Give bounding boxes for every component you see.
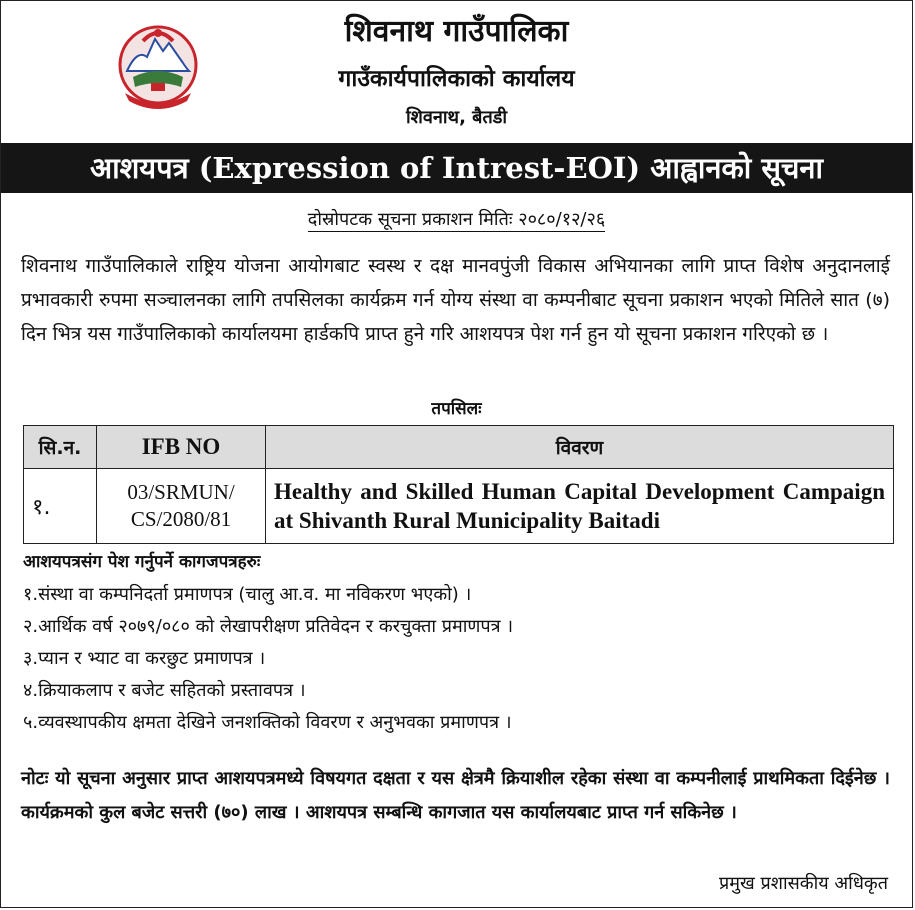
list-item: २.आर्थिक वर्ष २०७९/०८० को लेखापरीक्षण प्रतिवेदन र करचुक्ता प्रमाणपत्र ।	[23, 616, 514, 637]
col-header-sn: सि.न.	[24, 426, 97, 469]
office-name: गाउँकार्यपालिकाको कार्यालय	[338, 66, 575, 92]
documents-heading: आशयपत्रसंग पेश गर्नुपर्ने कागजपत्रहरुः	[23, 552, 261, 572]
header	[1, 1, 912, 143]
cell-sn: १.	[24, 469, 97, 544]
cell-ifb	[97, 469, 266, 544]
signature-title: प्रमुख प्रशासकीय अधिकृत	[719, 873, 888, 894]
documents-list	[23, 579, 513, 739]
cell-description: Healthy and Skilled Human Capital Development Campaign at Shivanth Rural Municipality Baitadi	[266, 469, 894, 544]
ifb-line-1: 03/SRMUN/	[127, 480, 235, 504]
note-paragraph: नोटः यो सूचना अनुसार प्राप्त आशयपत्रमध्ये विषयगत दक्षता र यस क्षेत्रमै क्रियाशील रहेका संस्था वा कम्पनीलाई प्राथमिकता दिईनेछ । कार्यक्रमको कुल बजेट सत्तरी (७०) लाख । आशयपत्र सम्बन्धि कागजात यस कार्यालयबाट प्राप्त गर्न सकिनेछ ।	[21, 768, 890, 823]
ifb-line-2: CS/2080/81	[130, 507, 232, 531]
municipality-name: शिवनाथ गाउँपालिका	[344, 14, 569, 49]
col-header-ifb: IFB NO	[97, 426, 266, 469]
list-item: १.संस्था वा कम्पनिदर्ता प्रमाणपत्र (चालु आ.व. मा नविकरण भएको) ।	[23, 584, 472, 605]
intro-paragraph: शिवनाथ गाउँपालिकाले राष्ट्रिय योजना आयोगबाट स्वस्थ र दक्ष मानवपुंजी विकास अभियानका लागि प्राप्त विशेष अनुदानलाई प्रभावकारी रुपमा सञ्चालनका लागि तपसिलका कार्यक्रम गर्न योग्य संस्था वा कम्पनीबाट सूचना प्रकाशन भएको मितिले सात (७) दिन भित्र यस गाउँपालिकाको कार्यालयमा हार्डकपि प्राप्त हुने गरि आशयपत्र पेश गर्न हुन यो सूचना प्रकाशन गरिएको छ ।	[21, 255, 890, 345]
notice-banner: आशयपत्र (Expression of Intrest-EOI) आह्वानको सूचना	[1, 143, 912, 193]
program-table	[23, 425, 894, 544]
schedule-heading: तपसिलः	[431, 399, 482, 419]
publish-date	[1, 207, 912, 231]
list-item: ४.क्रियाकलाप र बजेट सहितको प्रस्तावपत्र ।	[23, 680, 306, 701]
table-header-row	[24, 426, 894, 469]
office-address: शिवनाथ, बैतडी	[406, 107, 507, 128]
list-item: ५.व्यवस्थापकीय क्षमता देखिने जनशक्तिको विवरण र अनुभवका प्रमाणपत्र ।	[23, 712, 512, 733]
list-item: ३.प्यान र भ्याट वा करछुट प्रमाणपत्र ।	[23, 648, 266, 669]
col-header-description: विवरण	[266, 426, 894, 469]
table-row	[24, 469, 894, 544]
publish-date-text: दोस्रोपटक सूचना प्रकाशन मितिः २०८०/१२/२६	[307, 209, 606, 230]
